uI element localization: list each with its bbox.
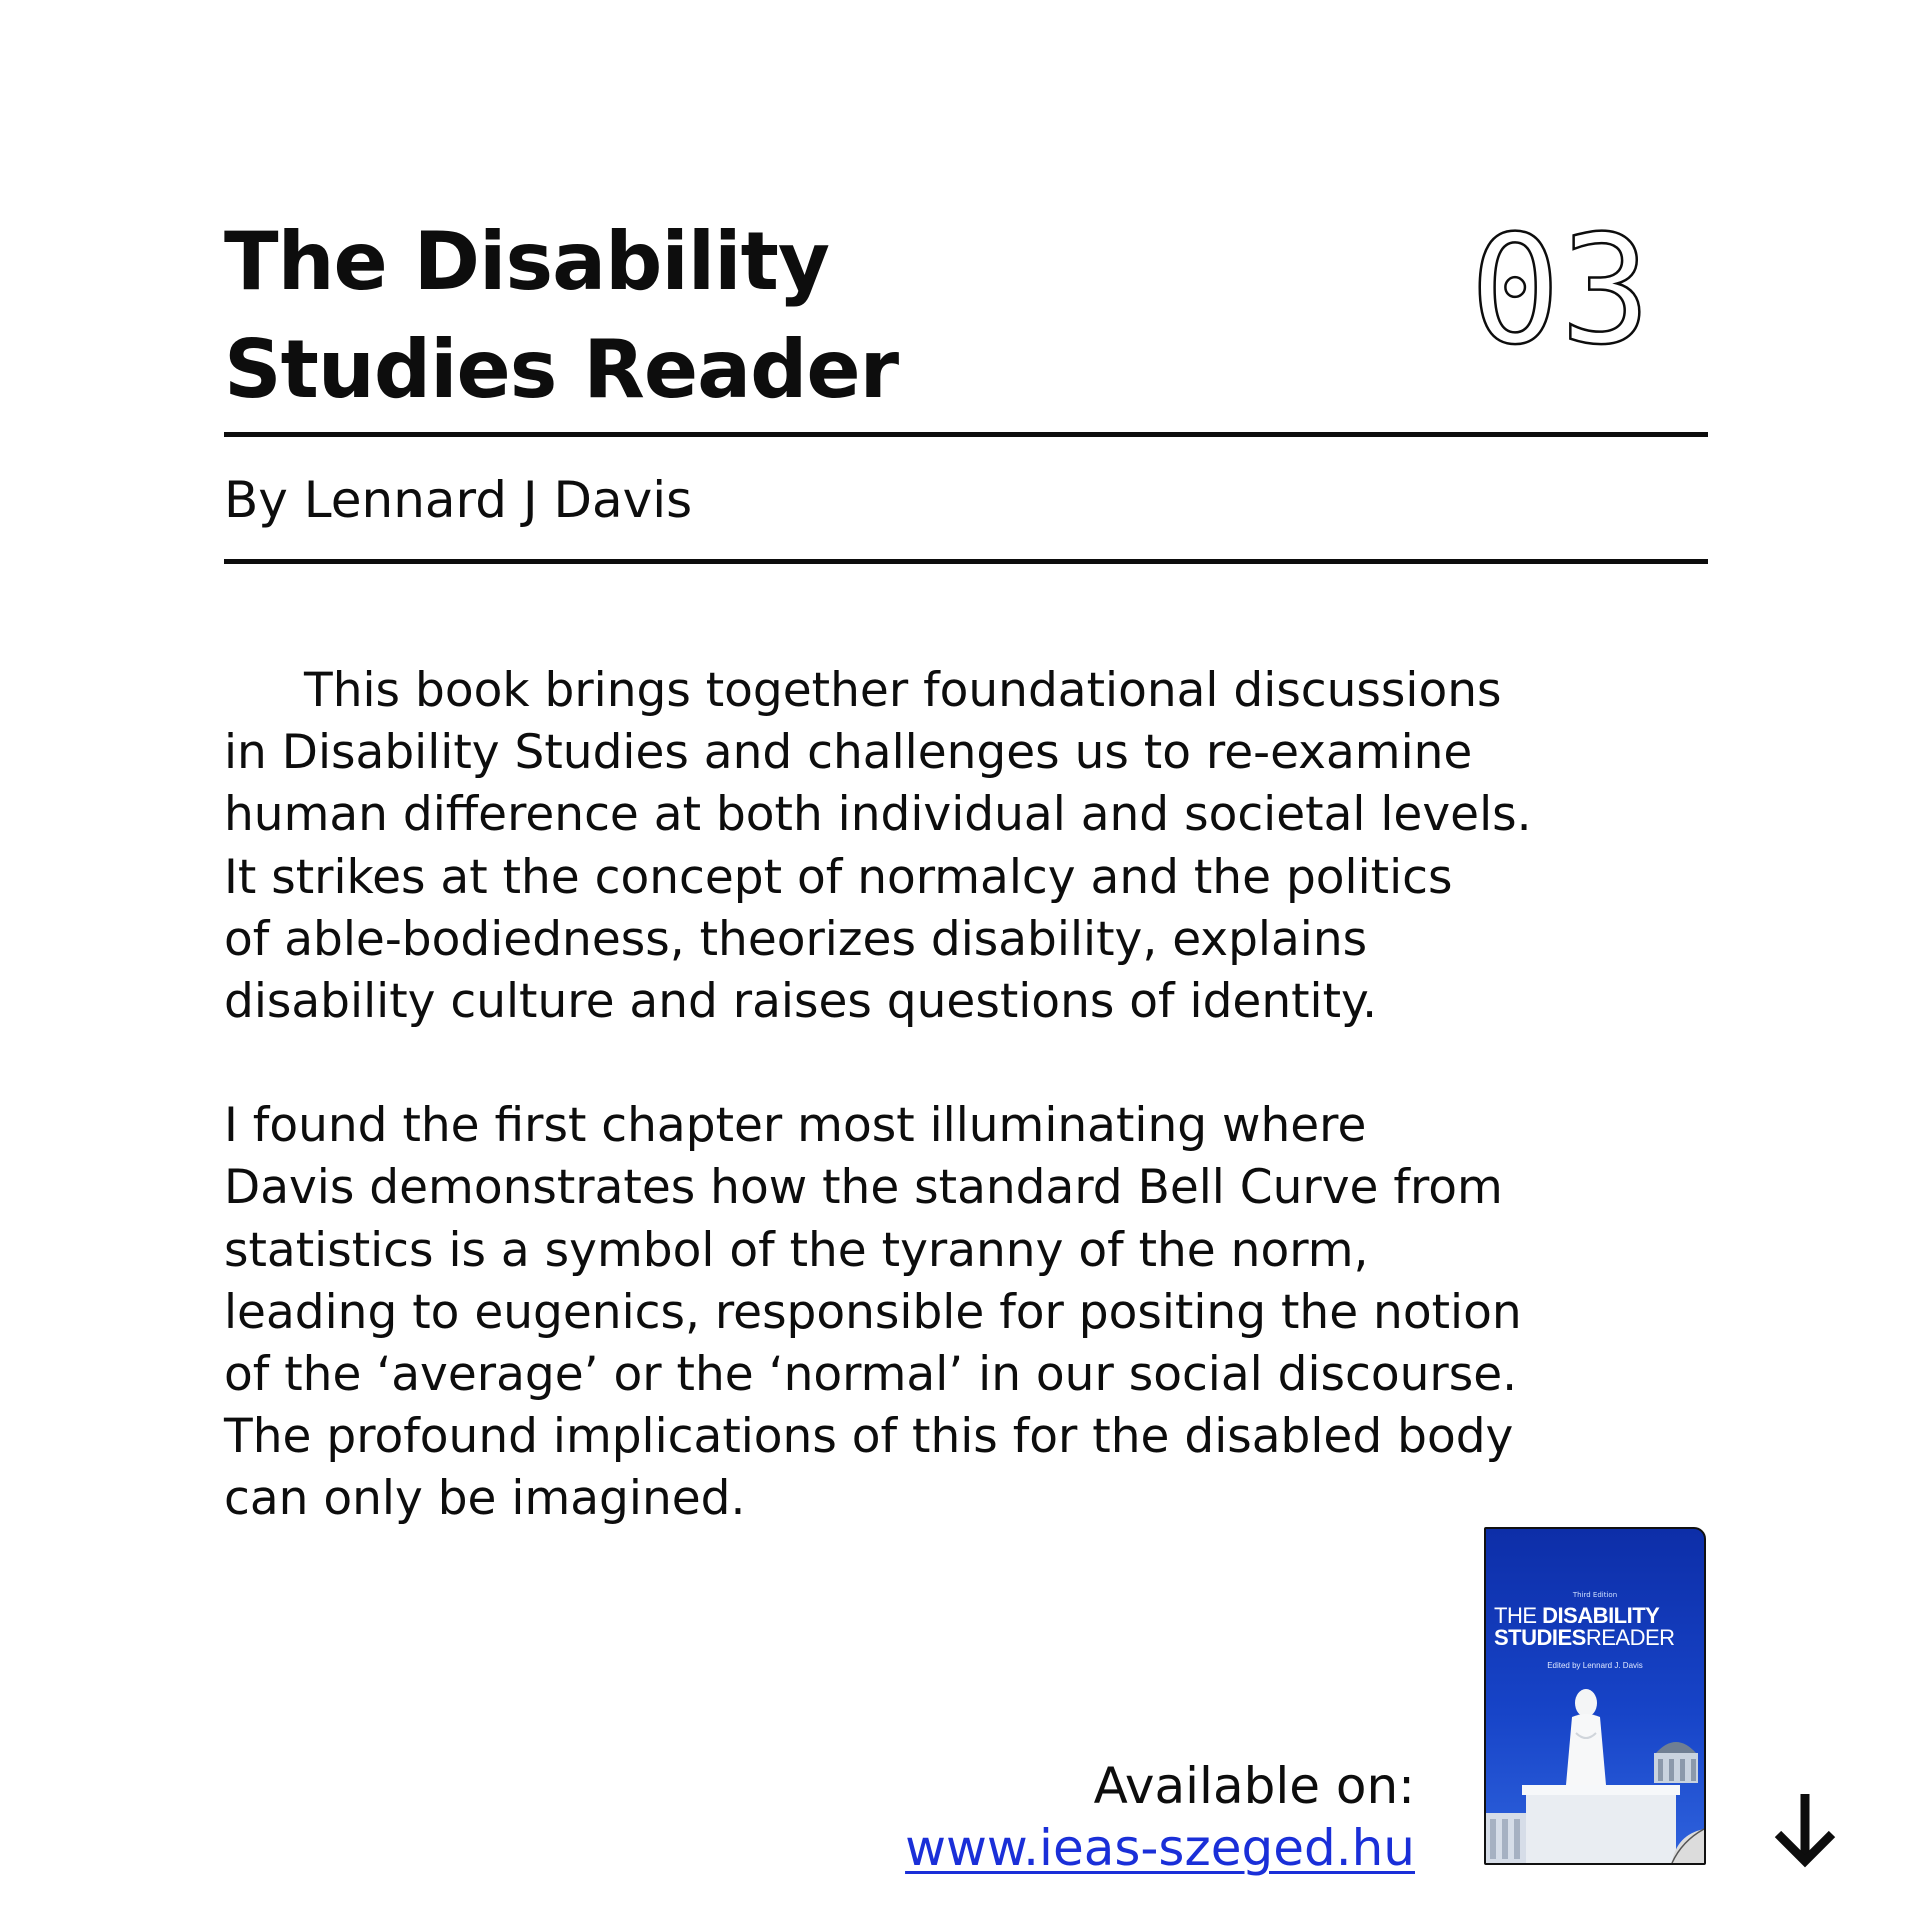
cover-title-disability: DISABILITY [1542, 1603, 1660, 1628]
title-line-1: The Disability [224, 215, 829, 308]
website-link[interactable]: www.ieas-szeged.hu [905, 1819, 1415, 1877]
cover-title-reader: READER [1585, 1625, 1675, 1650]
book-cover [1484, 1527, 1706, 1865]
cover-title [1494, 1605, 1675, 1649]
cover-edition: Third Edition [1572, 1591, 1618, 1599]
slide-number-text: 03 [1470, 212, 1651, 362]
title-line-2: Studies Reader [224, 323, 899, 416]
author-line: By Lennard J Davis [224, 471, 693, 529]
paragraph-1: This book brings together foundational discussions in Disability Studies and challenges us to re-examine human difference at both individual and societal levels. It strikes at the concept of normalcy and the politics of able-bodiedness, theorizes disability, explains disability culture and raises questions of identity. [224, 663, 1532, 1030]
divider-bottom [224, 559, 1708, 564]
available-label: Available on: [1093, 1757, 1415, 1815]
divider-top [224, 432, 1708, 437]
cover-editor: Edited by Lennard J. Davis [1547, 1661, 1643, 1670]
cover-title-the: THE [1494, 1603, 1537, 1628]
arrow-down-icon[interactable] [1770, 1790, 1840, 1870]
review-text [224, 660, 1714, 1531]
page-title [224, 208, 1224, 424]
cover-statue-illustration [1486, 1673, 1704, 1863]
slide-number [1470, 212, 1710, 362]
paragraph-2: I found the first chapter most illuminating where Davis demonstrates how the standard Bell Curve from statistics is a symbol of the tyranny of the norm, leading to eugenics, responsible for positing the notion of the ‘average’ or the ‘normal’ in our social discourse. The profound implications of this for the disabled body can only be imagined. [224, 1098, 1522, 1527]
cover-title-studies: STUDIES [1494, 1625, 1586, 1650]
